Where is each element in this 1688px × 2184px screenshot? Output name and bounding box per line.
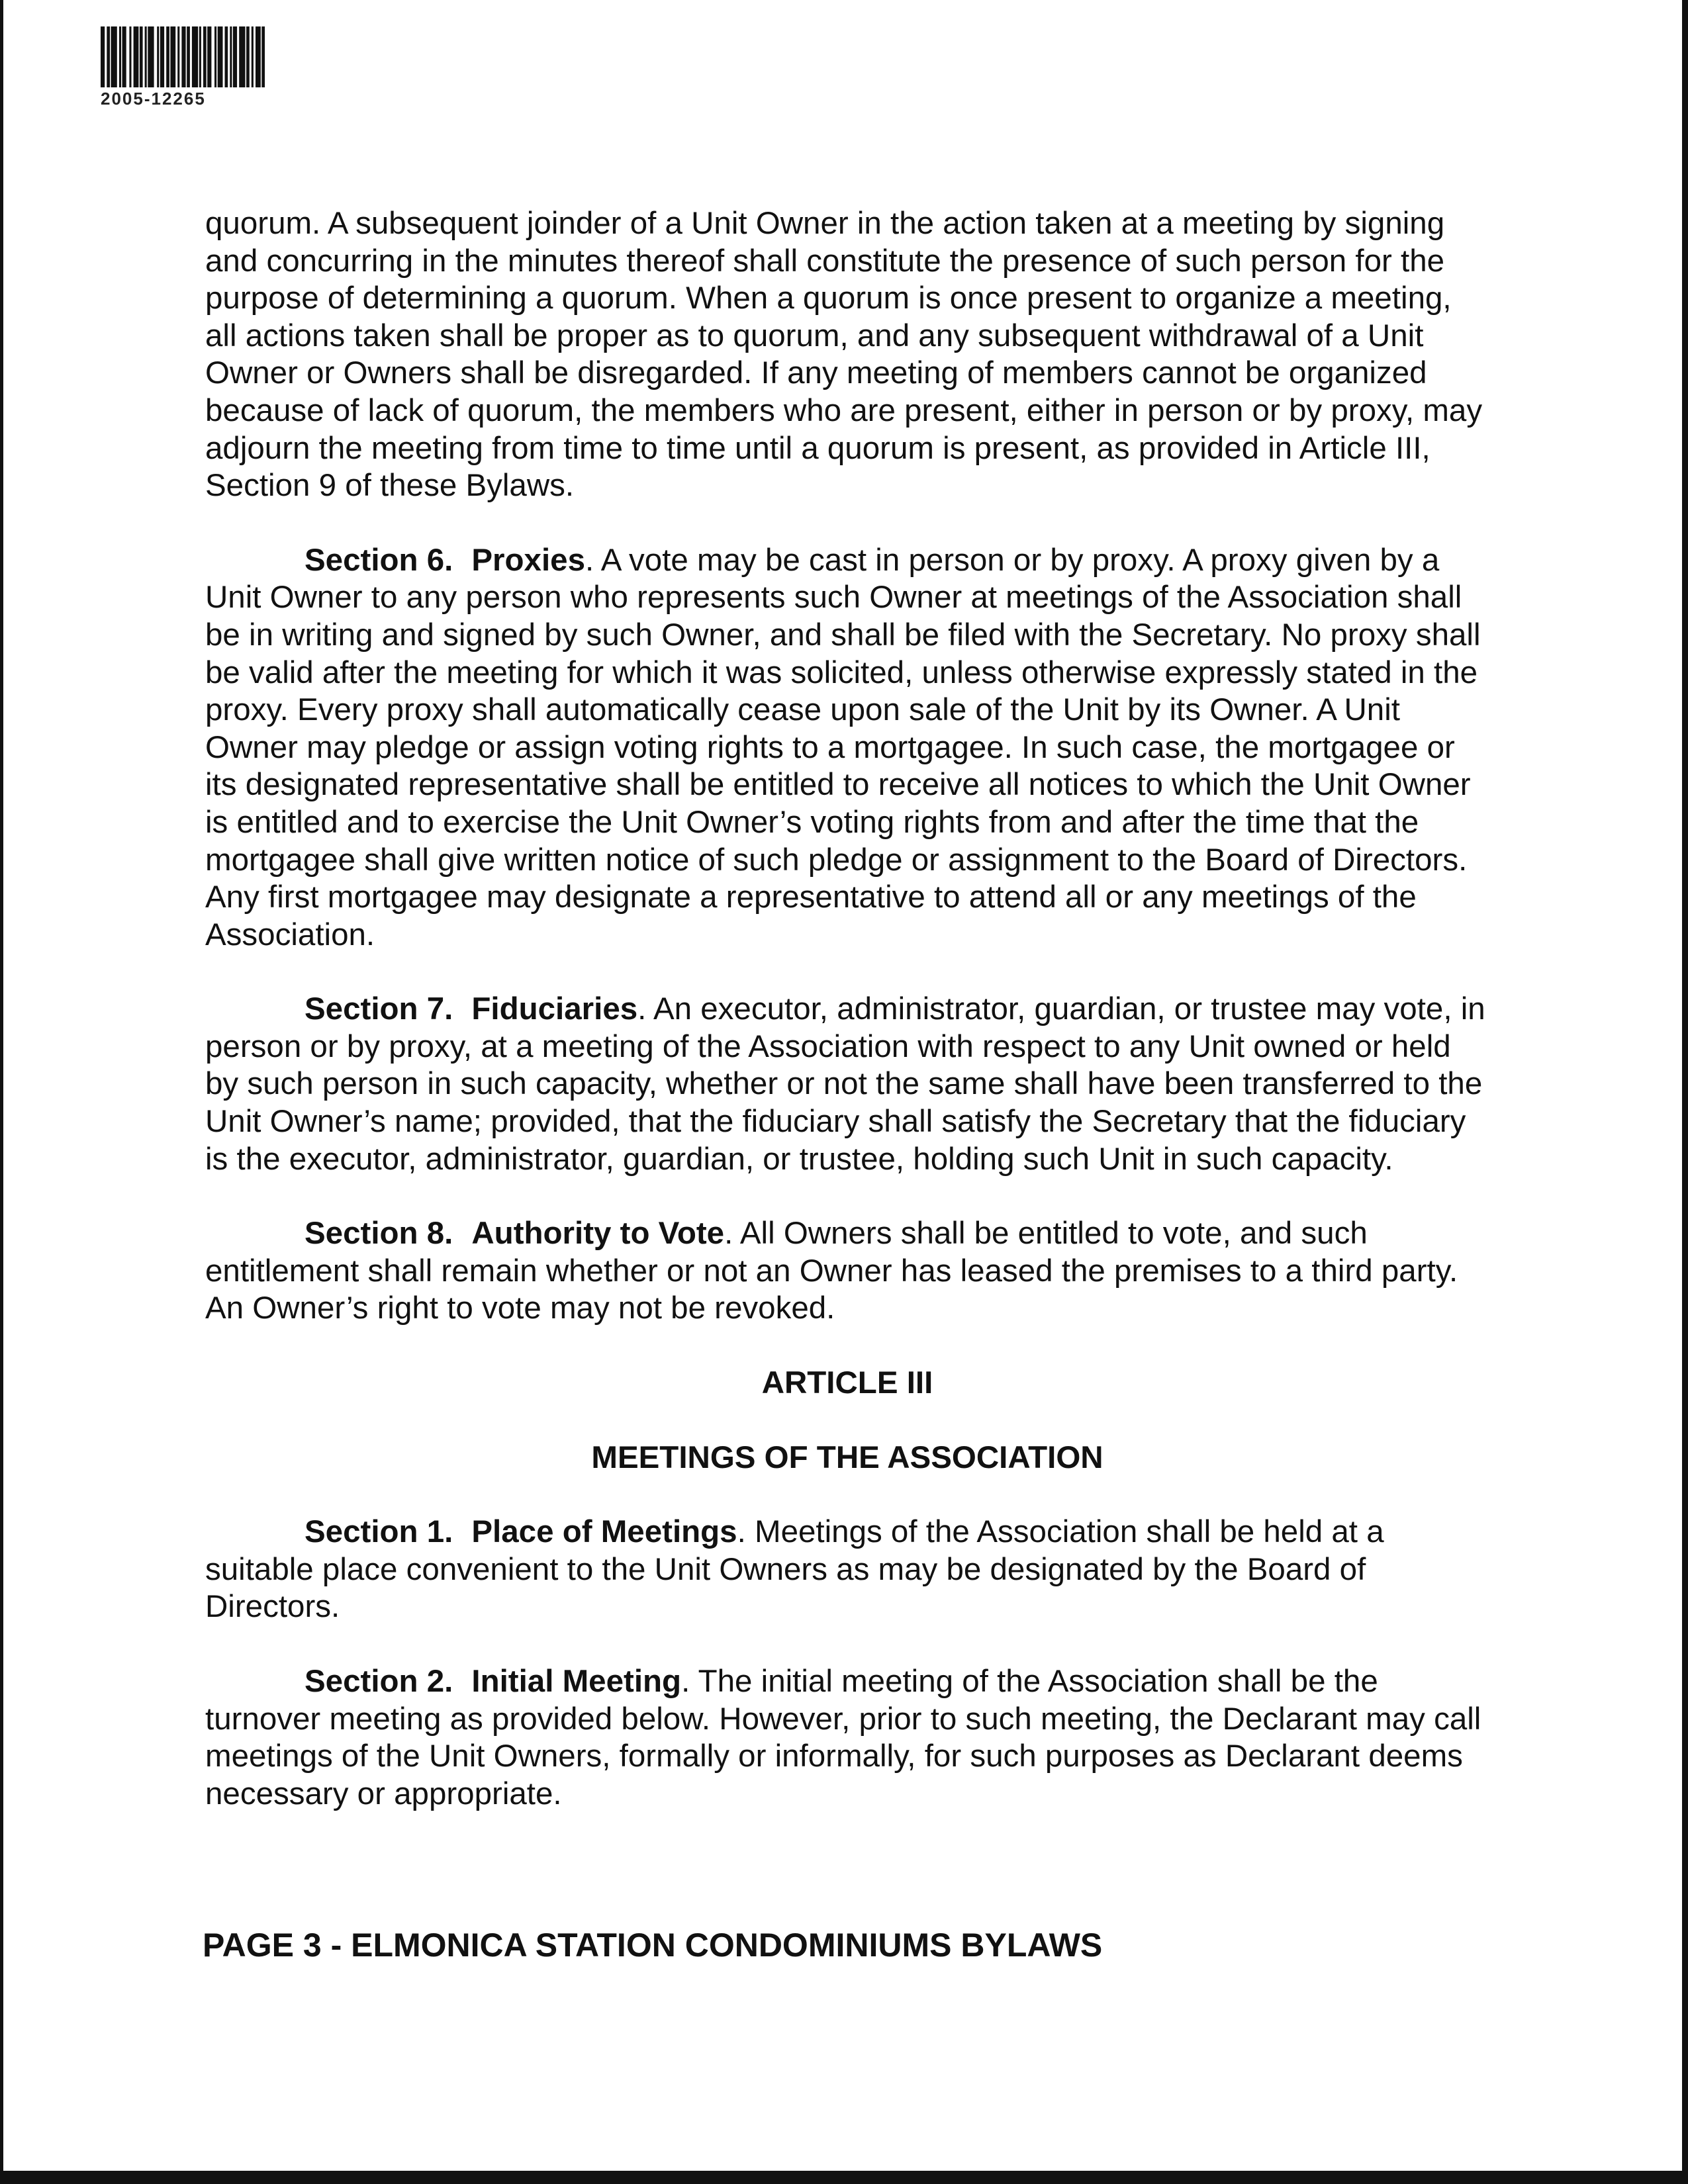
section-body: . All Owners shall be entitled to vote, and such entitlement shall remain whether or not an Owner has leased the premises to a third party. An Owner’s right to vote may not be revoked. bbox=[205, 1216, 1458, 1326]
section-title: Proxies bbox=[471, 542, 586, 578]
article-3-section-2-initial-meeting bbox=[205, 1663, 1489, 1813]
barcode-bar bbox=[157, 26, 159, 87]
barcode-bar bbox=[239, 26, 245, 87]
barcode-bar bbox=[252, 26, 254, 87]
barcode-bar bbox=[218, 26, 223, 87]
section-8-authority-to-vote bbox=[205, 1215, 1489, 1328]
article-title: MEETINGS OF THE ASSOCIATION bbox=[591, 1439, 1103, 1475]
section-label: Section 6. bbox=[305, 542, 453, 578]
barcode-bar bbox=[192, 26, 198, 87]
barcode-bar bbox=[181, 26, 185, 87]
barcode-bar bbox=[225, 26, 228, 87]
barcode-bar bbox=[122, 26, 126, 87]
page-footer: PAGE 3 - ELMONICA STATION CONDOMINIUMS BYLAWS bbox=[203, 1927, 1103, 1964]
barcode-bar bbox=[119, 26, 121, 87]
barcode-bar bbox=[199, 26, 201, 87]
barcode-bar bbox=[129, 26, 131, 87]
barcode-bar bbox=[214, 26, 216, 87]
section-title: Fiduciaries bbox=[471, 991, 638, 1027]
section-title: Initial Meeting bbox=[471, 1664, 682, 1699]
section-label: Section 8. bbox=[305, 1216, 453, 1251]
article-3-section-1-place-of-meetings bbox=[205, 1514, 1489, 1626]
barcode-bar bbox=[261, 26, 265, 87]
paragraph-quorum-continued: quorum. A subsequent joinder of a Unit Owner in the action taken at a meeting by signing and concurring in the minutes thereof shall constitute the presence of such person for the purpose of determining a quorum. When a quorum is once present to organize a meeting, all actions taken shall be proper as to quorum, and any subsequent withdrawal of a Unit Owner or Owners shall be disregarded. If any meeting of members cannot be organized because of lack of quorum, the members who are present, either in person or by proxy, may adjourn the meeting from time to time until a quorum is present, as provided in Article III, Section 9 of these Bylaws. bbox=[205, 206, 1483, 504]
section-title: Place of Meetings bbox=[471, 1514, 737, 1550]
barcode-bar bbox=[101, 26, 105, 87]
barcode bbox=[99, 26, 404, 87]
barcode-bar bbox=[203, 26, 207, 87]
barcode-bar bbox=[140, 26, 143, 87]
section-6-proxies bbox=[205, 542, 1489, 954]
barcode-bar bbox=[166, 26, 169, 87]
section-body: . The initial meeting of the Association shall be the turnover meeting as provided below. However, prior to such meeting, the Declarant may call meetings of the Unit Owners, formally or informally, for such purposes as Declarant deems necessary or appropriate. bbox=[205, 1664, 1481, 1811]
scan-left-border bbox=[0, 0, 3, 2184]
barcode-bar bbox=[246, 26, 250, 87]
barcode-bar bbox=[233, 26, 237, 87]
section-body: . A vote may be cast in person or by proxy. A proxy given by a Unit Owner to any person who represents such Owner at meetings of the Association shall be in writing and signed by such Owner, and shall be filed with the Secretary. No proxy shall be valid after the meeting for which it was solicited, unless otherwise expressly stated in the proxy. Every proxy shall automatically cease upon sale of the Unit by its Owner. A Unit Owner may pledge or assign voting rights to a mortgagee. In such case, the mortgagee or its designated representative shall be entitled to receive all notices to which the Unit Owner is entitled and to exercise the Unit Owner’s voting rights from and after the time that the mortgagee shall give written notice of such pledge or assignment to the Board of Directors. Any first mortgagee may designate a representative to attend all or any meetings of the Association. bbox=[205, 542, 1481, 952]
barcode-bar bbox=[256, 26, 261, 87]
barcode-bar bbox=[187, 26, 190, 87]
barcode-bar bbox=[107, 26, 110, 87]
document-number: 2005-12265 bbox=[101, 89, 206, 109]
barcode-bar bbox=[177, 26, 179, 87]
scan-right-border bbox=[1682, 0, 1688, 2184]
barcode-bar bbox=[145, 26, 147, 87]
section-label: Section 2. bbox=[305, 1664, 453, 1699]
section-title: Authority to Vote bbox=[471, 1216, 725, 1251]
barcode-bar bbox=[134, 26, 139, 87]
section-label: Section 1. bbox=[305, 1514, 453, 1550]
barcode-bar bbox=[148, 26, 154, 87]
section-label: Section 7. bbox=[305, 991, 453, 1027]
article-number: ARTICLE III bbox=[761, 1365, 933, 1401]
page-body bbox=[205, 205, 1489, 1813]
barcode-bar bbox=[111, 26, 117, 87]
barcode-bar bbox=[230, 26, 232, 87]
section-body: . Meetings of the Association shall be held at a suitable place convenient to the Unit Owners as may be designated by the Board of Directors. bbox=[205, 1514, 1384, 1625]
barcode-bar bbox=[207, 26, 211, 87]
section-body: . An executor, administrator, guardian, or trustee may vote, in person or by proxy, at a meeting of the Association with respect to any Unit owned or held by such person in such capacity, whether or not the same shall have been transferred to the Unit Owner’s name; provided, that the fiduciary shall satisfy the Secretary that the fiduciary is the executor, administrator, guardian, or trustee, holding such Unit in such capacity. bbox=[205, 991, 1485, 1177]
barcode-bar bbox=[170, 26, 175, 87]
scan-bottom-border bbox=[0, 2171, 1688, 2184]
barcode-bar bbox=[160, 26, 164, 87]
section-7-fiduciaries bbox=[205, 991, 1489, 1178]
